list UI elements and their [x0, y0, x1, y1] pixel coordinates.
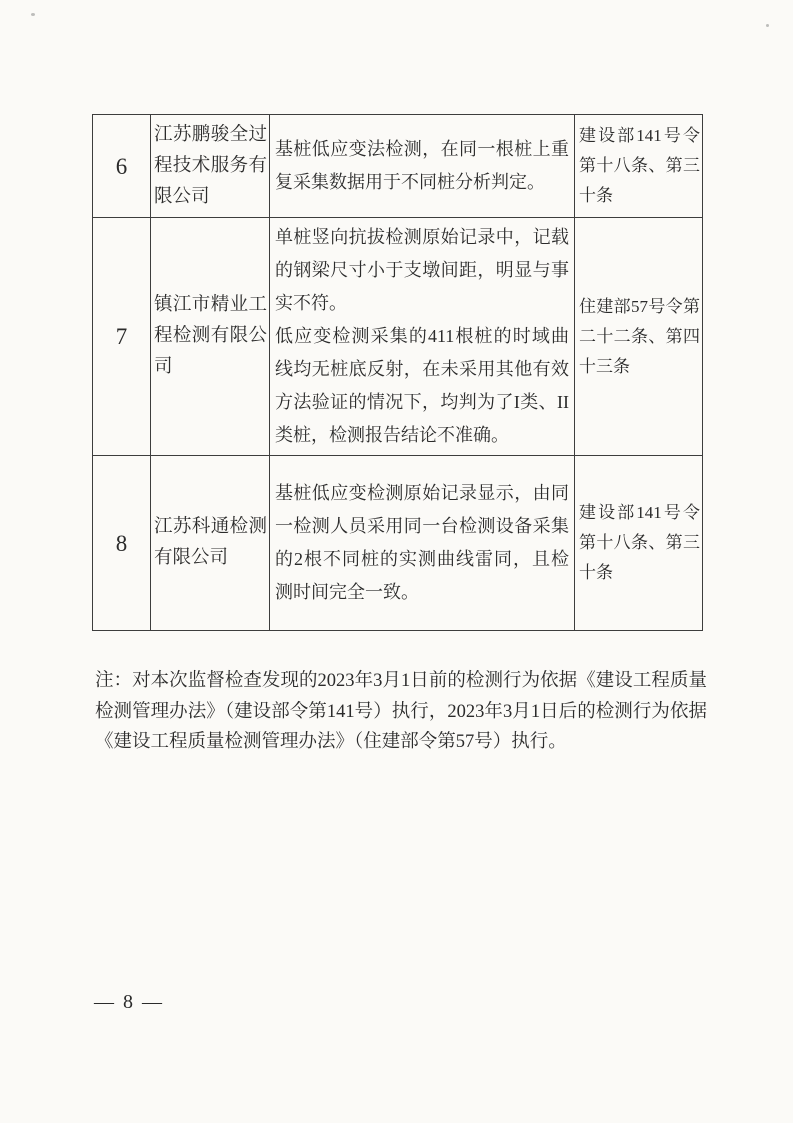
company-name: 江苏鹏骏全过程技术服务有限公司 [151, 115, 270, 218]
page-number: — 8 — [94, 991, 164, 1013]
scan-speck [31, 13, 35, 16]
issue-paragraph: 基桩低应变法检测，在同一根桩上重复采集数据用于不同桩分析判定。 [275, 139, 569, 192]
issue-description-cell [270, 218, 575, 456]
table-row [93, 115, 703, 218]
row-number: 7 [93, 218, 151, 456]
legal-basis: 建设部141号令第十八条、第三十条 [575, 456, 703, 631]
table-row [93, 456, 703, 631]
company-name: 江苏科通检测有限公司 [151, 456, 270, 631]
legal-basis: 住建部57号令第二十二条、第四十三条 [575, 218, 703, 456]
footnote-text: 注：对本次监督检查发现的2023年3月1日前的检测行为依据《建设工程质量检测管理办法》（建设部令第141号）执行，2023年3月1日后的检测行为依据《建设工程质量检测管理办法》（住建部令第57号）执行。 [95, 671, 707, 752]
legal-basis: 建设部141号令第十八条、第三十条 [575, 115, 703, 218]
issue-description-cell [270, 456, 575, 631]
issue-paragraph: 单桩竖向抗拔检测原始记录中，记载的钢梁尺寸小于支墩间距，明显与事实不符。 [275, 227, 569, 313]
issue-paragraph: 基桩低应变检测原始记录显示，由同一检测人员采用同一台检测设备采集的2根不同桩的实测曲线雷同，且检测时间完全一致。 [275, 483, 569, 602]
company-name: 镇江市精业工程检测有限公司 [151, 218, 270, 456]
inspection-findings-table [92, 114, 703, 631]
issue-description-cell [270, 115, 575, 218]
issue-paragraph: 低应变检测采集的411根桩的时域曲线均无桩底反射，在未采用其他有效方法验证的情况下，均判为了I类、II类桩，检测报告结论不准确。 [275, 326, 569, 445]
table-row [93, 218, 703, 456]
scan-speck [766, 24, 769, 27]
row-number: 6 [93, 115, 151, 218]
row-number: 8 [93, 456, 151, 631]
